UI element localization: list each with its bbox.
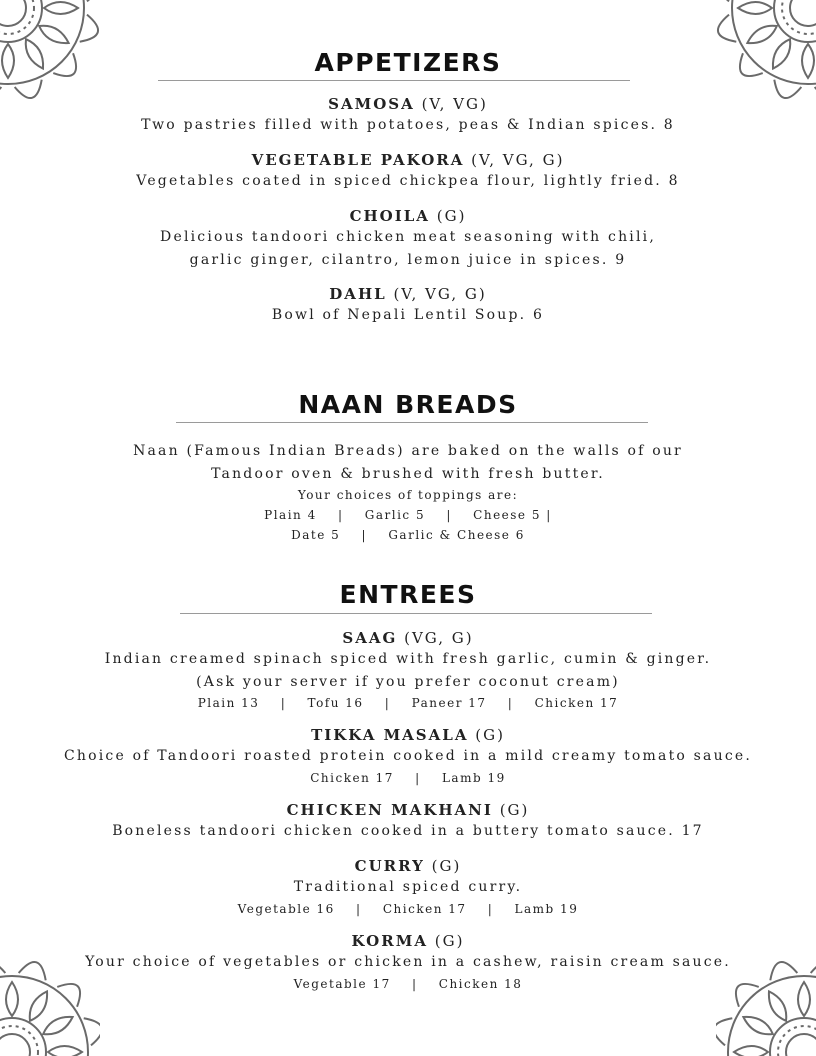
item-name: KORMA [351,932,428,950]
appetizer-item-dahl [0,284,816,327]
naan-intro-line-2: Tandoor oven & brushed with fresh butter. [211,465,605,482]
item-price-options: Vegetable 16 | Chicken 17 | Lamb 19 [237,901,579,916]
item-description-line-1: Indian creamed spinach spiced with fresh garlic, cumin & ginger. [104,651,712,667]
item-name: CURRY [354,857,425,875]
appetizers-divider [158,80,630,81]
item-tags: (V, VG) [421,95,488,113]
entree-item-curry [0,856,816,919]
item-name: SAMOSA [328,95,415,113]
item-name: CHICKEN MAKHANI [286,801,493,819]
item-description-line-2: garlic ginger, cilantro, lemon juice in spices. 9 [189,251,627,268]
entree-item-tikka-masala [0,725,816,788]
item-tags: (V, VG, G) [393,285,487,303]
item-description: Your choice of vegetables or chicken in a cashew, raisin cream sauce. [85,954,731,970]
item-tags: (G) [436,207,467,225]
item-description: Vegetables coated in spiced chickpea flour, lightly fried. 8 [136,173,680,189]
appetizer-item-choila [0,206,816,271]
entrees-heading: ENTREES [339,580,477,609]
entrees-divider [180,613,652,614]
item-description-line-1: Delicious tandoori chicken meat seasoning with chili, [160,229,656,245]
item-tags: (V, VG, G) [471,151,565,169]
appetizer-item-samosa [0,94,816,137]
item-name: DAHL [329,285,387,303]
item-name: CHOILA [349,207,430,225]
toppings-options-line-1: Plain 4 | Garlic 5 | Cheese 5 | [264,508,552,522]
appetizers-heading: APPETIZERS [314,48,502,77]
entree-item-chicken-makhani [0,800,816,843]
item-price-options: Chicken 17 | Lamb 19 [310,770,506,785]
item-name: TIKKA MASALA [311,726,469,744]
item-price-options: Plain 13 | Tofu 16 | Paneer 17 | Chicken 17 [197,696,619,710]
appetizer-item-vegetable-pakora [0,150,816,193]
naan-breads-heading: NAAN BREADS [298,390,518,419]
item-price-options: Vegetable 17 | Chicken 18 [293,976,523,991]
item-tags: (G) [499,801,530,819]
item-description: Traditional spiced curry. [293,879,523,895]
entree-item-saag [0,628,816,713]
item-tags: (G) [434,932,465,950]
toppings-intro: Your choices of toppings are: [297,488,519,502]
item-tags: (VG, G) [404,629,474,647]
item-tags: (G) [431,857,462,875]
naan-description [0,440,816,545]
entree-item-korma [0,931,816,994]
item-tags: (G) [475,726,505,744]
item-description-line-2: (Ask your server if you prefer coconut cream) [196,673,620,690]
item-description: Boneless tandoori chicken cooked in a buttery tomato sauce. 17 [112,823,704,839]
item-description: Choice of Tandoori roasted protein cooked in a mild creamy tomato sauce. [63,748,752,764]
item-description: Bowl of Nepali Lentil Soup. 6 [271,307,545,323]
item-name: SAAG [342,629,398,647]
item-name: VEGETABLE PAKORA [251,151,465,169]
naan-intro-line-1: Naan (Famous Indian Breads) are baked on the walls of our [133,443,683,459]
toppings-options-line-2: Date 5 | Garlic & Cheese 6 [291,528,525,542]
naan-breads-divider [176,422,648,423]
item-description: Two pastries filled with potatoes, peas & Indian spices. 8 [141,117,675,133]
